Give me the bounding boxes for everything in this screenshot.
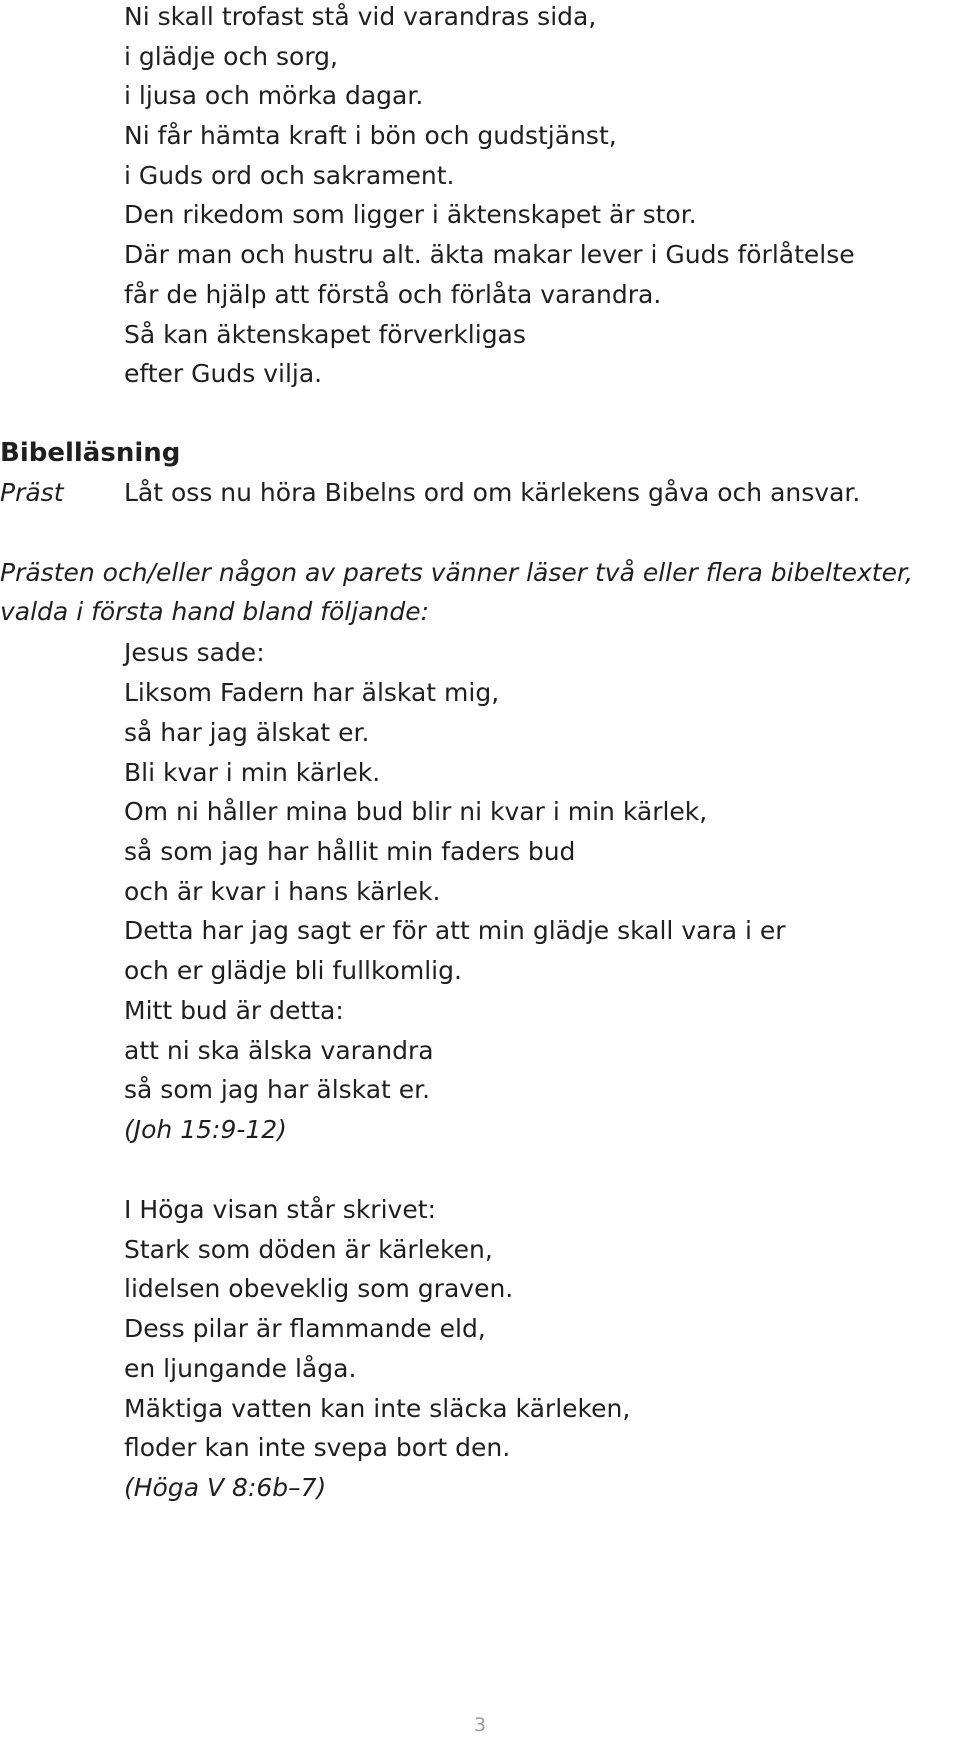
reading-line: Om ni håller mina bud blir ni kvar i min kärlek, <box>124 797 708 826</box>
reading-line: I Höga visan står skrivet: <box>124 1195 436 1224</box>
reading-line: att ni ska älska varandra <box>124 1036 434 1065</box>
vows-line: efter Guds vilja. <box>124 359 323 388</box>
vows-line: i Guds ord och sakrament. <box>124 161 455 190</box>
reading-line: en ljungande låga. <box>124 1354 357 1383</box>
vows-line: Ni får hämta kraft i bön och gudstjänst, <box>124 121 617 150</box>
scripture-reference: (Joh 15:9-12) <box>124 1115 287 1144</box>
reading-line: så har jag älskat er. <box>124 718 370 747</box>
reading-line: så som jag har hållit min faders bud <box>124 837 576 866</box>
reading-line: Dess pilar är flammande eld, <box>124 1314 486 1343</box>
vows-line: Den rikedom som ligger i äktenskapet är stor. <box>124 200 697 229</box>
vows-line: Så kan äktenskapet förverkligas <box>124 320 526 349</box>
reading-line: Stark som döden är kärleken, <box>124 1235 493 1264</box>
vows-line: i glädje och sorg, <box>124 42 338 71</box>
vows-line: får de hjälp att förstå och förlåta varandra. <box>124 280 662 309</box>
page-number: 3 <box>473 1714 487 1736</box>
reading-line: Detta har jag sagt er för att min glädje skall vara i er <box>124 916 786 945</box>
vows-line: Ni skall trofast stå vid varandras sida, <box>124 2 597 31</box>
speaker-line: Låt oss nu höra Bibelns ord om kärlekens gåva och ansvar. <box>124 478 861 507</box>
scripture-reference: (Höga V 8:6b–7) <box>124 1473 327 1502</box>
speaker-label: Präst <box>0 478 64 507</box>
reading-line: Mitt bud är detta: <box>124 996 344 1025</box>
reading-line: lidelsen obeveklig som graven. <box>124 1274 514 1303</box>
reading-line: Mäktiga vatten kan inte släcka kärleken, <box>124 1394 631 1423</box>
reading-line: och är kvar i hans kärlek. <box>124 877 441 906</box>
instruction-line: Prästen och/eller någon av parets vänner läser två eller flera bibeltexter, <box>0 558 913 587</box>
section-heading: Bibelläsning <box>0 438 181 468</box>
reading-line: floder kan inte svepa bort den. <box>124 1433 511 1462</box>
reading-line: så som jag har älskat er. <box>124 1075 431 1104</box>
vows-line: i ljusa och mörka dagar. <box>124 81 424 110</box>
reading-line: Jesus sade: <box>124 638 265 667</box>
vows-line: Där man och hustru alt. äkta makar lever i Guds förlåtelse <box>124 240 855 269</box>
reading-line: Bli kvar i min kärlek. <box>124 758 381 787</box>
instruction-line: valda i första hand bland följande: <box>0 597 430 626</box>
reading-line: och er glädje bli fullkomlig. <box>124 956 462 985</box>
reading-line: Liksom Fadern har älskat mig, <box>124 678 500 707</box>
